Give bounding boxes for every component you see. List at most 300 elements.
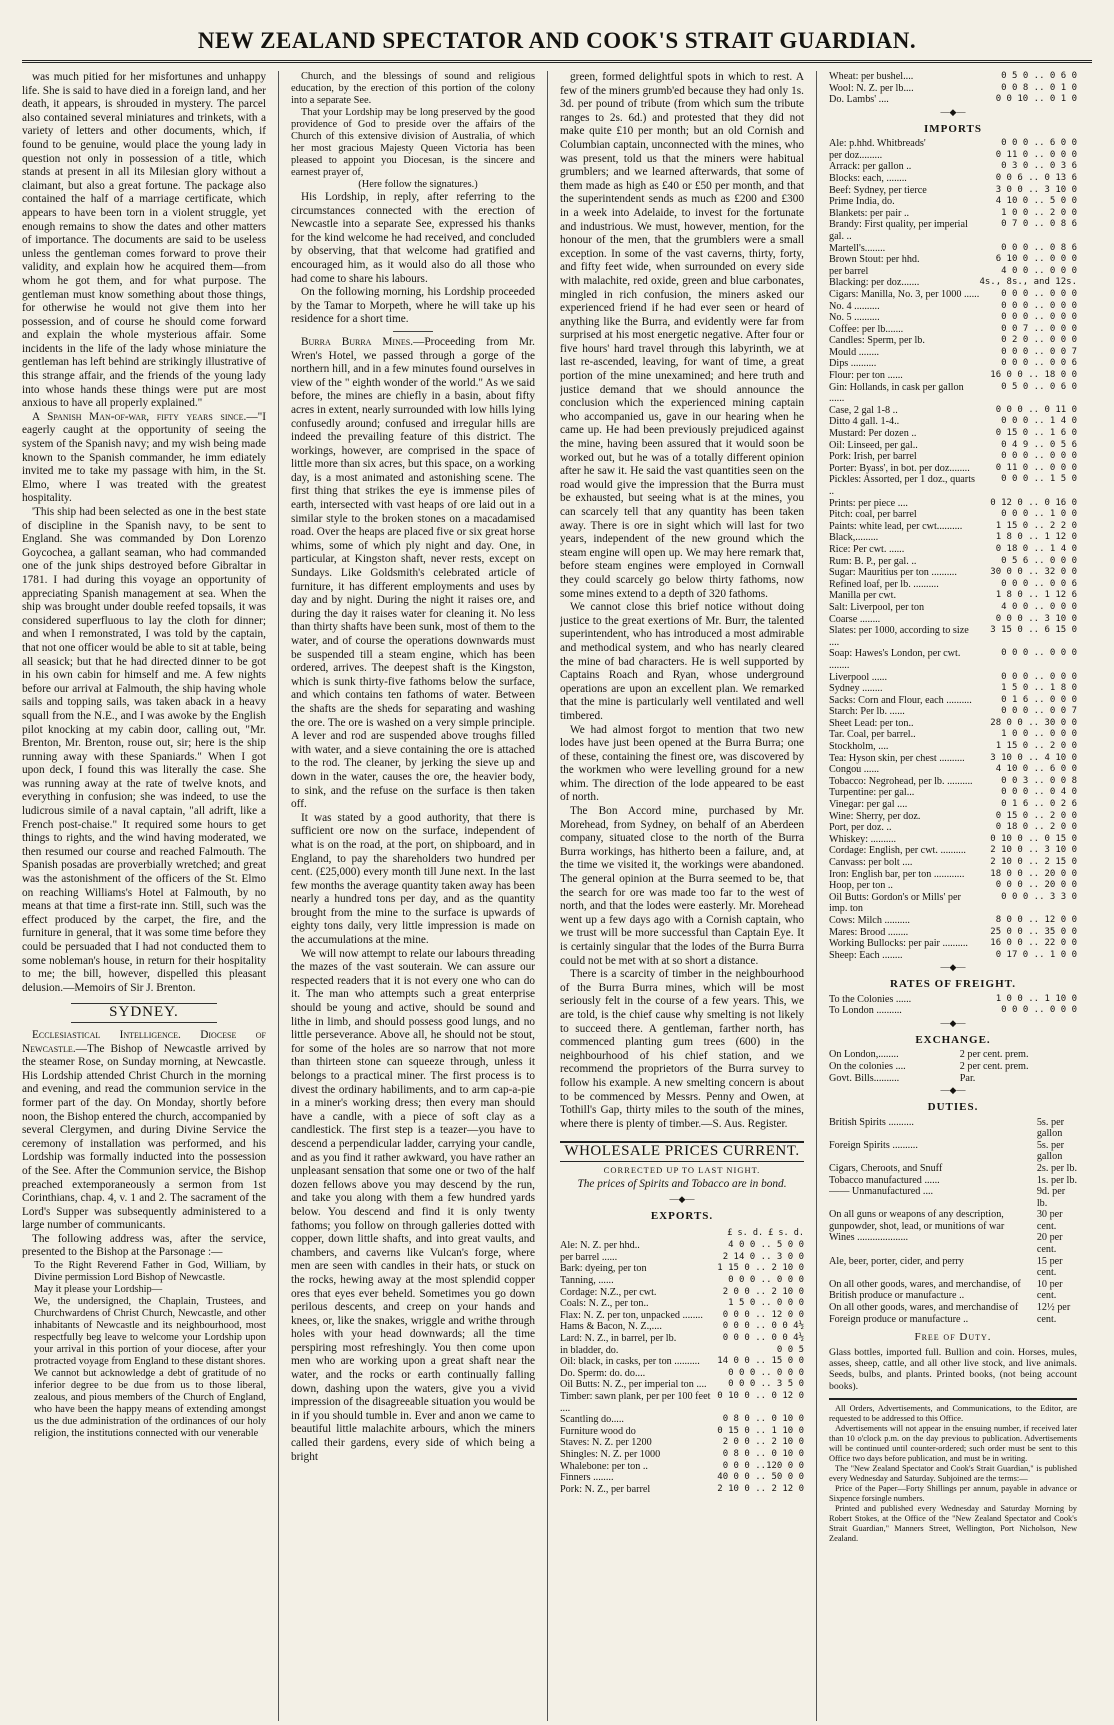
exports-row: [560, 1263, 804, 1275]
price-item: Mares: Brood ........: [829, 926, 909, 938]
price-item: Hoop, per ton ..: [829, 880, 893, 892]
price-row: [829, 83, 1077, 95]
price-value: 0 11 0 .. 0 0 0: [995, 149, 1077, 160]
imports-row: [829, 822, 1077, 834]
imports-row: [829, 150, 1077, 162]
price-item: Liverpool ......: [829, 671, 888, 683]
price-item: Brown Stout: per hhd.: [829, 254, 920, 266]
price-value: 1 15 0 .. 2 10 0: [717, 1263, 804, 1274]
price-value: 4 0 0 .. 0 0 0: [1001, 601, 1077, 612]
price-value: 0 0 0 .. 0 0 7: [1001, 706, 1077, 717]
price-value: 2 10 0 .. 3 10 0: [990, 845, 1077, 856]
col1-paragraph: The following address was, after the service, presented to the Bishop at the Parsonage :—: [22, 1232, 266, 1259]
column-divider: [547, 71, 548, 1721]
price-item: per doz.........: [829, 149, 883, 161]
columns: [22, 71, 1092, 1721]
price-item: Lard: N. Z., in barrel, per lb.: [560, 1333, 677, 1345]
price-item: Tanning, ......: [560, 1275, 614, 1287]
price-item: Cordage: N.Z., per cwt.: [560, 1286, 657, 1298]
price-value: 0 0 0 .. 1 5 0: [1001, 474, 1077, 485]
price-item: To London ..........: [829, 1005, 902, 1017]
imports-row: [829, 509, 1077, 521]
price-value: 0 0 0 .. 0 11 0: [995, 404, 1077, 415]
imports-row: [829, 405, 1077, 417]
price-value: 30 0 0 .. 32 0 0: [990, 567, 1077, 578]
col2-paragraph: It was stated by a good authority, that there is sufficient ore now on the surface, independent of what is on the road, at the port, on shipboard, and in England, to pay the shareholders two hundred per cent. (£25,000) every month till June next. In the last few months the average quantity taken away has been nearly a hundred tons per day, and as the quantity brought from the mine to the surface is upwards of eighty tons daily, very little impression is made on the accumulations at the mine.: [291, 811, 535, 947]
imports-row: [829, 266, 1077, 278]
imports-row: [829, 196, 1077, 208]
price-value: 1 15 0 .. 2 0 0: [995, 741, 1077, 752]
imports-row: [829, 335, 1077, 347]
price-value: 2 10 0 .. 2 12 0: [717, 1483, 804, 1494]
publication-notice: [829, 1398, 1077, 1544]
duties-row: [829, 1256, 1077, 1279]
price-item: Do. Lambs' ....: [829, 94, 889, 106]
imports-row: [829, 219, 1077, 242]
price-value: 0 10 0 .. 0 12 0: [717, 1391, 804, 1401]
price-value: 0 7 0 .. 0 8 6: [1001, 219, 1077, 230]
col1-paragraph: 'This ship had been selected as one in the best state of discipline in the Spanish navy, to be sent to England. She was commanded by Don Lorenzo Goycochea, a gallant seaman, who had commanded one of the junk ships destroyed before Gibraltar in 1781. I had during this voyage an opportunity of appreciating Spanish management at sea. When the ship was brought under double reefed topsails, it was considered superfluous to lay the cloth for dinner; and when I remonstrated, I was told by the captain, that not one officer would be able to sit at table, being all seasick; but that he had directed dinner to be got in his own cabin for himself and me. A few nights before our arrival at Falmouth, the ship having whole sails and topping sails, was taken aback in a heavy squall from the N.E., and I was awoke by the English pilot knocking at my cabin door, calling out, "Mr. Brenton, Mr. Brenton, rouse out, sir; here is the ship running away with these Spaniards." When I got upon deck, I found this was literally the case. She was running away at the rate of twelve knots, and everything in confusion; she was indeed, to use the ludicrous simile of a naval captain, "all adrift, like a French post-chaise." It required some hours to get things to rights, and the wind having moderated, we then resumed our course and reached Falmouth. The Spanish posadas are proverbially wretched; and great was the astonishment of the officers of the St. Elmo on reaching Williams's Hotel at Falmouth, by no means at that time a first-rate inn. Still, such was the effect produced by the carpet, the fire, and the furniture in general, that it was some time before they could be persuaded that I had not conducted them to some nobleman's house, in return for their hospitality to me; the bill, however, dispelled this pleasant delusion.—Memoirs of Sir J. Brenton.: [22, 506, 266, 994]
col1-paragraph: [22, 1029, 266, 1233]
price-value: 2 per cent. prem.: [959, 1060, 1029, 1072]
column-2: [291, 71, 535, 1721]
price-value: 5s. per gallon: [1036, 1116, 1064, 1140]
exports-row: [560, 1298, 804, 1310]
price-item: Hams & Bacon, N. Z.,....: [560, 1321, 662, 1333]
price-item: per barrel: [829, 265, 869, 277]
price-row: [829, 71, 1077, 83]
price-value: 3 10 0 .. 4 10 0: [990, 752, 1077, 763]
price-item: Mustard: Per dozen ..: [829, 428, 917, 440]
price-value: 0 0 0 .. 0 0 4½: [722, 1321, 804, 1332]
imports-row: [829, 556, 1077, 568]
price-value: 2 per cent. prem.: [959, 1049, 1029, 1061]
price-item: Turpentine: per gal...: [829, 787, 915, 799]
price-value: 9d. per lb.: [1036, 1186, 1066, 1209]
price-item: Tobacco: Negrohead, per lb. ..........: [829, 775, 973, 787]
duties-row: [829, 1279, 1077, 1302]
price-item: No. 5 ..........: [829, 312, 880, 324]
imports-row: [829, 382, 1077, 405]
price-value: 0 0 7 .. 0 0 0: [1001, 323, 1077, 334]
price-value: 1s. per lb.: [1036, 1174, 1077, 1186]
price-item: Pitch: coal, per barrel: [829, 509, 917, 521]
price-item: Soap: Hawes's London, per cwt. ........: [829, 648, 961, 671]
price-item: Rum: B. P., per gal. ..: [829, 555, 917, 567]
price-value: 0 0 5: [776, 1344, 804, 1355]
price-value: 0 18 0 .. 2 0 0: [995, 822, 1077, 833]
imports-row: [829, 799, 1077, 811]
price-value: 12½ per cent.: [1036, 1302, 1071, 1325]
imports-row: [829, 857, 1077, 869]
masthead-title: NEW ZEALAND SPECTATOR AND COOK'S STRAIT GUARDIAN.: [197, 28, 917, 53]
imports-row: [829, 706, 1077, 718]
exports-row: [560, 1368, 804, 1380]
price-item: Refined loaf, per lb. ..........: [829, 578, 939, 590]
imports-row: [829, 463, 1077, 475]
price-item: On London,........: [829, 1049, 899, 1061]
price-value: 1 5 0 .. 0 0 0: [728, 1298, 804, 1309]
price-value: 0 0 3 .. 0 0 8: [1001, 775, 1077, 786]
price-value: 8 0 0 .. 12 0 0: [995, 914, 1077, 925]
duties-row: [829, 1209, 1077, 1232]
imports-row: [829, 811, 1077, 823]
section-heading-sydney: SYDNEY.: [71, 1003, 217, 1023]
exports-row: [560, 1461, 804, 1473]
price-item: Wines ....................: [829, 1232, 909, 1244]
duties-row: [829, 1175, 1077, 1187]
exports-heading: EXPORTS.: [650, 1210, 714, 1223]
imports-row: [829, 301, 1077, 313]
price-item: On the colonies ....: [829, 1060, 906, 1072]
imports-row: [829, 416, 1077, 428]
article-heading: Burra Burra Mines.: [301, 335, 414, 348]
col3-paragraph: There is a scarcity of timber in the neighbourhood of the Burra Burra mines, which will be most seriously felt in the course of a few years. This, we are told, is the chief cause why smelting is not likely to succeed there. A gentleman, farther north, has commenced planting gum trees (600) in the neighbourhood of his chief station, and we recommend the proprietors of the Burra survey to follow his example. A new smelting concern is about to be commenced by Messrs. Penny and Owen, at Tothill's Gap, thirty miles to the south of the mines, where there is plenty of timber.—S. Aus. Register.: [560, 968, 804, 1130]
column-1: [22, 71, 266, 1721]
col3-paragraph: The Bon Accord mine, purchased by Mr. Morehead, from Sydney, on behalf of an Aberdeen company, situated close to the north of the Burra Burra workings, has hitherto been a failure, and, at the time we visited it, the workings were abandoned. The general opinion at the Burra seemed to be, that the search for ore was made too far to the west of north, and that the lodes were easterly. Mr. Morehead went up a few days ago with a Cornish captain, who we trust will be more successful than Captain Eye. It is certainly singular that the lodes of the Burra Burra could not be met with at so short a distance.: [560, 805, 804, 967]
notice-line: Printed and published every Wednesday and Saturday Morning by Robert Stokes, at the Office of the "New Zealand Spectator and Cook's Strait Guardian," Manners Street, Wellington, Port Nicholson, New Zealand.: [829, 1504, 1077, 1544]
freight-table: [829, 994, 1077, 1017]
imports-row: [829, 729, 1077, 741]
price-item: Brandy: First quality, per imperial gal. ..: [829, 219, 968, 242]
price-item: Salt: Liverpool, per ton: [829, 601, 925, 613]
price-item: Wheat: per bushel....: [829, 71, 914, 82]
imports-row: [829, 718, 1077, 730]
price-item: Canvass: per bolt ....: [829, 857, 913, 868]
article-text: —Proceeding from Mr. Wren's Hotel, we passed through a gorge of the northern hill, and in a few minutes found ourselves in view of the " eighth wonder of the world." As we said before, the mines are chiefly in a basin, about fifty acres in extent, nearly surrounded with low hills lying confusedly around; confused and irregular hills are indeed the prevailing feature of this district. The workings, however, are comprised in the space of little more than six acres, but this space, on a working day, is a most animated and astonishing scene. The first thing that strikes the eye is immense piles of earth, intersected with vast heaps of ore laid out in a similar style to the broken stones on a macadamised road. Over the heaps are placed five or six great horse whims, some of which ply night and day. One, in particular, at Kingston shaft, never rests, except on Sundays. Like Goldsmith's celebrated article of furniture, it has different employments and uses by day and by night. During the night it raises ore, and during the day it raises water for cleaning it. No less than thirty shafts have been sunk, most of them to the water, and of course the operations downwards must be suspended till a steam engine, which has been ordered, arrives. The deepest shaft is the Kingston, which is sunk thirty-five fathoms below the surface, and which contains ten fathoms of water. Between the shafts are the sheds for separating and washing the ore. The ore is washed on a very simple principle. A lever and rod are suspended above troughs filled with water, and a sieve containing the ore is attached to the rod. The cleaner, by jerking the sieve up and down in the water, causes the ore, the heavier body, to sink, and the refuse on the surface is then taken off.: [291, 335, 535, 811]
price-item: Bark: dyeing, per ton: [560, 1263, 647, 1275]
price-item: Wool: N. Z. per lb....: [829, 82, 914, 94]
exports-row: [560, 1379, 804, 1391]
price-value: 0 0 0 .. 12 0 0: [722, 1309, 804, 1320]
price-value: 0 0 0 .. 1 4 0: [1001, 416, 1077, 427]
price-item: Oil: Linseed, per gal..: [829, 439, 918, 451]
col2-paragraph: Church, and the blessings of sound and religious education, by the erection of this portion of the colony into a separate See.: [291, 71, 535, 106]
imports-row: [829, 950, 1077, 962]
price-value: 1 8 0 .. 1 12 6: [995, 590, 1077, 601]
exports-row: [560, 1333, 804, 1345]
duties-row: [829, 1232, 1077, 1255]
imports-row: [829, 312, 1077, 324]
price-value: 0 0 0 .. 0 0 7: [1001, 346, 1077, 357]
imports-row: [829, 324, 1077, 336]
price-value: 3 15 0 .. 6 15 0: [990, 625, 1077, 636]
col1-paragraph: was much pitied for her misfortunes and unhappy life. She is said to have died in a foreign land, and her death, it appears, is shrouded in mystery. The parcel also contained several miniatures and trinkets, with a variety of letters and other documents, which, if found to be genuine, would place the young lady in question not only in possession of a title, which stands at present in all its Milesian glory without a claimant, but also a great fortune. The package also contained the half of a marriage certificate, which appears to have been torn in a violent struggle, yet enough remains to show the dates and other matters of importance. The documents are said to be useless unless the gentleman comes forward to prove their validity, and explain how he acquired them—from whom he got them, and for what purpose. The gentleman must know something about those things, for otherwise he would not give them into her possession, and of course he should come forward and explain the whole mysterious affair. Some incidents in the life of the lady whose miniature the gentleman has left behind are strikingly illustrative of this strange affair, and the friends of the young lady into whose hands these things were put are most anxious to have all properly explained.": [22, 71, 266, 410]
imports-row: [829, 451, 1077, 463]
exchange-heading: EXCHANGE.: [915, 1033, 991, 1046]
price-value: 0 0 0 .. 0 0 0: [1001, 671, 1077, 682]
price-item: Coffee: per lb.......: [829, 323, 904, 335]
imports-row: [829, 927, 1077, 939]
price-value: 0 18 0 .. 1 4 0: [995, 543, 1077, 554]
imports-row: [829, 173, 1077, 185]
price-value: 2 14 0 .. 3 0 0: [722, 1251, 804, 1262]
price-item: No. 4 ..........: [829, 300, 880, 312]
price-item: Ditto 4 gall. 1-4..: [829, 416, 900, 428]
duties-row: [829, 1140, 1077, 1163]
price-value: 1 8 0 .. 1 12 0: [995, 532, 1077, 543]
imports-row: [829, 254, 1077, 266]
freight-row: [829, 1005, 1077, 1017]
price-item: Whiskey: ..........: [829, 833, 897, 845]
exports-row: [560, 1414, 804, 1426]
imports-row: [829, 590, 1077, 602]
imports-row: [829, 428, 1077, 440]
price-item: Oil: black, in casks, per ton ..........: [560, 1356, 700, 1368]
price-item: Sugar: Mauritius per ton ..........: [829, 567, 957, 579]
imports-row: [829, 347, 1077, 359]
price-item: in bladder, do.: [560, 1344, 619, 1356]
price-item: Candles: Sperm, per lb.: [829, 335, 925, 347]
price-item: On all guns or weapons of any description, gunpowder, shot, lead, or munitions of war: [829, 1209, 1005, 1232]
ornament-divider: —◆—: [940, 1085, 966, 1096]
exports-row: [560, 1321, 804, 1333]
imports-row: [829, 915, 1077, 927]
price-item: Sheet Lead: per ton..: [829, 717, 914, 729]
price-value: 0 5 0 .. 0 6 0: [1001, 381, 1077, 392]
price-value: 0 0 0 .. 0 0 6: [1001, 578, 1077, 589]
exchange-table: [829, 1049, 1077, 1084]
exports-row: [560, 1240, 804, 1252]
price-value: Par.: [959, 1072, 976, 1084]
imports-row: [829, 869, 1077, 881]
price-value: 0 0 0 .. 3 5 0: [728, 1379, 804, 1390]
imports-row: [829, 648, 1077, 671]
imports-row: [829, 358, 1077, 370]
price-item: Prints: per piece ....: [829, 497, 908, 509]
exports-row: [560, 1484, 804, 1496]
free-of-duty-heading: Free of Duty.: [914, 1331, 992, 1344]
price-item: Sheep: Each ........: [829, 949, 903, 961]
imports-row: [829, 834, 1077, 846]
price-value: 0 8 0 .. 0 10 0: [722, 1448, 804, 1459]
price-value: 2 10 0 .. 2 15 0: [990, 857, 1077, 867]
price-value: 2 0 0 .. 2 10 0: [722, 1437, 804, 1448]
price-item: Starch: Per lb. ......: [829, 706, 905, 718]
article-text: —The Bishop of Newcastle arrived by the steamer Rose, on Sunday morning, at Newcastle. His Lordship attended Christ Church in the morning and evening, and read the communion service in the former part of the day. On Monday, shortly before noon, the Bishop entered the church, accompanied by several Clergymen, and during Divine Service the ceremony of installation was performed, and his Lordship was formally inducted into the possession of the See. After the Communion service, the Bishop preached extemporaneously a sermon from 1st Corinthians, chap. 4, v. 1 and 2. The sacrament of the Lord's Supper was subsequently administered to a large number of communicants.: [22, 1042, 266, 1232]
ornament-divider: —◆—: [940, 106, 966, 117]
price-value: 0 8 0 .. 0 10 0: [722, 1414, 804, 1425]
price-value: 5s. per gallon: [1036, 1139, 1064, 1163]
price-value: 0 0 0 .. 0 0 0: [1001, 648, 1077, 659]
imports-row: [829, 602, 1077, 614]
notice-line: Price of the Paper—Forty Shillings per annum, payable in advance or Sixpence forsingle numbers.: [829, 1484, 1077, 1504]
price-item: On all other goods, wares, and merchandise, of British produce or manufacture ..: [829, 1278, 1021, 1302]
address-line: May it please your Lordship—: [34, 1284, 163, 1296]
price-value: 3 0 0 .. 3 10 0: [995, 184, 1077, 195]
price-item: Porter: Byass', in bot. per doz........: [829, 462, 970, 474]
imports-row: [829, 845, 1077, 857]
price-item: Scantling do.....: [560, 1414, 624, 1426]
wholesale-prices-title: WHOLESALE PRICES CURRENT.: [560, 1141, 804, 1162]
imports-row: [829, 880, 1077, 892]
imports-row: [829, 741, 1077, 753]
article-heading: A Spanish Man-of-war, fifty years since.: [32, 410, 247, 423]
price-value: 10 per cent.: [1036, 1278, 1063, 1302]
exchange-row: [829, 1061, 1077, 1073]
price-item: Cows: Milch ..........: [829, 914, 910, 926]
price-value: 2 0 0 .. 2 10 0: [722, 1286, 804, 1297]
imports-row: [829, 440, 1077, 452]
imports-row: [829, 776, 1077, 788]
price-item: Dips ..........: [829, 358, 877, 370]
price-item: To the Colonies ......: [829, 993, 912, 1005]
notice-line: All Orders, Advertisements, and Communications, to the Editor, are requested to be addressed to this Office.: [829, 1404, 1077, 1424]
price-value: 0 0 0 .. 20 0 0: [995, 880, 1077, 891]
separator-dash: [393, 331, 433, 332]
price-value: 0 15 0 .. 1 6 0: [995, 428, 1077, 439]
imports-row: [829, 498, 1077, 510]
price-value: 0 0 10 .. 0 1 0: [995, 94, 1077, 105]
price-item: Do. Sperm: do. do....: [560, 1367, 646, 1379]
address-continued: [291, 71, 535, 191]
price-item: Gin: Hollands, in cask per gallon ......: [829, 381, 964, 405]
imports-row: [829, 787, 1077, 799]
duties-row: [829, 1302, 1077, 1325]
column-4: [829, 71, 1077, 1721]
duties-heading: DUTIES.: [927, 1101, 979, 1114]
wholesale-prices-subtitle: CORRECTED UP TO LAST NIGHT.: [603, 1164, 761, 1175]
price-item: Tar. Coal, per barrel..: [829, 729, 916, 741]
exchange-row: [829, 1049, 1077, 1061]
exports-row: [560, 1426, 804, 1438]
price-value: 0 0 0 .. 0 0 6: [1001, 358, 1077, 369]
price-item: Slates: per 1000, according to size ....: [829, 625, 969, 648]
price-value: 4 10 0 .. 6 0 0: [995, 764, 1077, 775]
price-item: Ale: N. Z. per hhd..: [560, 1240, 640, 1252]
price-value: 0 12 0 .. 0 16 0: [990, 497, 1077, 508]
exchange-row: [829, 1073, 1077, 1085]
price-item: Paints: white lead, per cwt..........: [829, 520, 963, 532]
price-value: 20 per cent.: [1036, 1232, 1063, 1256]
price-item: Whalebone: per ton ..: [560, 1460, 648, 1472]
exports-row: [560, 1252, 804, 1264]
price-item: Blankets: per pair ..: [829, 207, 910, 219]
column-divider: [278, 71, 279, 1721]
price-value: 0 15 0 .. 2 0 0: [995, 810, 1077, 821]
price-item: Sydney ........: [829, 683, 883, 695]
price-value: 16 0 0 .. 18 0 0: [990, 370, 1077, 381]
price-value: 0 17 0 .. 1 0 0: [995, 949, 1077, 960]
price-value: 0 3 0 .. 0 3 6: [1001, 161, 1077, 172]
price-value: 0 4 9 .. 0 5 6: [1001, 439, 1077, 450]
imports-row: [829, 683, 1077, 695]
imports-row: [829, 567, 1077, 579]
masthead-rule: [22, 60, 1092, 63]
price-value: 15 per cent.: [1036, 1255, 1063, 1279]
imports-row: [829, 892, 1077, 915]
price-item: Iron: English bar, per ton ............: [829, 868, 965, 880]
price-value: 0 0 0 .. 0 4 0: [1001, 787, 1077, 798]
price-item: —— Unmanufactured ....: [829, 1186, 934, 1198]
price-item: Coarse ........: [829, 613, 881, 625]
price-value: 1 0 0 .. 1 10 0: [995, 993, 1077, 1004]
price-value: 0 0 0 .. 0 0 0: [1001, 300, 1077, 311]
imports-row: [829, 521, 1077, 533]
col3-paragraph: green, formed delightful spots in which to rest. A few of the miners grumb'ed because they had only 1s. 3d. per pound of tribute (from which sum the tribute ranges to 2s. 6d.) and protested that they did not make quite £10 per month; but an old Cornish and Columbian captain, unconnected with the mines, who was present, told us that the miners were habitual grumblers; and we learned afterwards, that some of them made as high as £40 or £50 per month, and that the superintendent sends as much as £200 and £300 in a week into Adelaide, to invest for the fortunate and industrious. We must, however, mention, for the honour of the men, that the grumblers were a small exception. In some of the vast caverns, thirty, forty, and fifty feet wide, when surrounded on every side with malachite, red oxide, green and blue carbonates, mingled in rich confusion, the miners asked our experienced friend if he had ever seen or heard of anything like the Burra, and evidently were far from surprised at his most energetic negative. After four or five hours' hard travel through this labyrinth, we at last re-ascended, leaving, for want of time, a great portion of the mine unexamined; and here truth and justice demand that we should announce the conclusion which the experienced mining captain who accompanied us, gave in our hearing when he came up. He had been previously prejudiced against the mine, having been assured that it would soon be worked out, but he was of a totally different opinion after he saw it. He said the vast quantities seen on the road would give the impression that the Burra must be exhausted, but seeing what is at the mines, you can scarcely tell that any quantity has been taken away. There is ore in sight which will last for two years, independent of the new ground which the steam engine will open up. We may here remark that, before steam engines were employed in Cornwall they could scarcely go below thirty fathoms, now some mines extend to a depth of 320 fathoms.: [560, 71, 804, 600]
exports-row: [560, 1275, 804, 1287]
price-value: 0 5 0 .. 0 6 0: [1001, 71, 1077, 81]
price-value: 0 0 0 .. 0 0 4½: [722, 1333, 804, 1344]
price-item: Prime India, do.: [829, 196, 895, 208]
price-item: Furniture wood do: [560, 1425, 636, 1437]
col2-paragraph: That your Lordship may be long preserved by the good providence of God to preside over the affairs of the Church of this extensive division of Australia, of which her most gracious Majesty Queen Victoria has been pleased to appoint you Diocesan, is the sincere and earnest prayer of,: [291, 107, 535, 178]
freight-row: [829, 994, 1077, 1006]
imports-row: [829, 532, 1077, 544]
price-item: per barrel ......: [560, 1251, 618, 1263]
price-item: Finners ........: [560, 1472, 614, 1484]
imports-row: [829, 753, 1077, 765]
price-item: Tobacco manufactured ......: [829, 1174, 940, 1186]
duties-table: [829, 1117, 1077, 1326]
price-value: 0 0 0 .. 0 0 0: [728, 1275, 804, 1286]
price-value: 40 0 0 .. 50 0 0: [717, 1472, 804, 1483]
price-row: [829, 94, 1077, 106]
price-value: 30 per cent.: [1036, 1209, 1063, 1232]
price-item: Manilla per cwt.: [829, 590, 897, 602]
price-item: Coals: N. Z., per ton..: [560, 1298, 649, 1310]
price-value: 0 0 0 .. 3 3 0: [1001, 891, 1077, 902]
column-divider: [816, 71, 817, 1721]
address-line: To the Right Reverend Father in God, William, by Divine permission Lord Bishop of Newcastle.: [34, 1260, 266, 1284]
price-item: Mould ........: [829, 346, 880, 358]
column-3: [560, 71, 804, 1721]
price-value: 0 0 8 .. 0 1 0: [1001, 82, 1077, 93]
price-item: Working Bullocks: per pair ..........: [829, 938, 968, 950]
price-item: Govt. Bills..........: [829, 1072, 900, 1084]
imports-row: [829, 672, 1077, 684]
wholesale-prices-note: The prices of Spirits and Tobacco are in bond.: [577, 1177, 787, 1190]
exports-row: [560, 1345, 804, 1357]
notice-line: The "New Zealand Spectator and Cook's Strait Guardian," is published every Wednesday and Saturday. Subjoined are the terms:—: [829, 1464, 1077, 1484]
price-item: Martell's........: [829, 242, 886, 254]
price-value: 0 0 6 .. 0 13 6: [995, 172, 1077, 183]
price-value: 0 11 0 .. 0 0 0: [995, 462, 1077, 473]
price-item: Black,.........: [829, 532, 879, 544]
free-of-duty-text: Glass bottles, imported full. Bullion and coin. Horses, mules, asses, sheep, cattle, and all other live stock, and live animals. Seeds, bulbs, and plants. Printed books, (not being account books).: [829, 1346, 1077, 1392]
exports-row: [560, 1356, 804, 1368]
price-item: Cordage: English, per cwt. ..........: [829, 845, 966, 857]
imports-table: [829, 138, 1077, 961]
exports-row: [560, 1472, 804, 1484]
notice-line: Advertisements will not appear in the ensuing number, if received later than 10 o'clock p.m. on the day previous to publication. Advertisements will be continued until counter-ordered; such order must be sent to this Office two days before publication, and must be in writing.: [829, 1424, 1077, 1464]
imports-row: [829, 185, 1077, 197]
imports-heading: IMPORTS: [924, 122, 982, 135]
price-item: Shingles: N. Z. per 1000: [560, 1448, 661, 1460]
price-value: 2s. per lb.: [1036, 1162, 1077, 1174]
price-item: Case, 2 gal 1-8 ..: [829, 404, 898, 416]
price-value: 6 10 0 .. 0 0 0: [995, 254, 1077, 265]
exports-row: [560, 1449, 804, 1461]
price-item: Wine: Sherry, per doz.: [829, 810, 921, 822]
price-item: Flour: per ton ......: [829, 370, 903, 382]
price-item: Stockholm, ....: [829, 741, 889, 753]
price-item: Timber: sawn plank, per per 100 feet ....: [560, 1391, 711, 1414]
price-value: 14 0 0 .. 15 0 0: [717, 1356, 804, 1367]
price-item: Cigars: Manilla, No. 3, per 1000 ......: [829, 288, 980, 300]
price-value: 0 1 6 .. 0 0 0: [1001, 694, 1077, 705]
ornament-divider: —◆—: [669, 1194, 695, 1205]
price-value: 0 0 0 .. 1 0 0: [1001, 509, 1077, 520]
imports-row: [829, 695, 1077, 707]
price-item: Ale, beer, porter, cider, and perry: [829, 1255, 964, 1267]
address-line: We, the undersigned, the Chaplain, Trustees, and Churchwardens of Christ Church, Newcastle, and other inhabitants of Newcastle and its neighbourhood, most respectfully beg leave to welcome your Lordship upon your arrival in this portion of your diocese, after your protracted voyage from England to these distant shores.: [34, 1296, 266, 1368]
price-item: Beef: Sydney, per tierce: [829, 184, 927, 196]
price-value: 0 10 0 .. 0 15 0: [990, 833, 1077, 844]
imports-row: [829, 277, 1077, 289]
ornament-divider: —◆—: [940, 1017, 966, 1028]
price-value: 28 0 0 .. 30 0 0: [990, 717, 1077, 728]
